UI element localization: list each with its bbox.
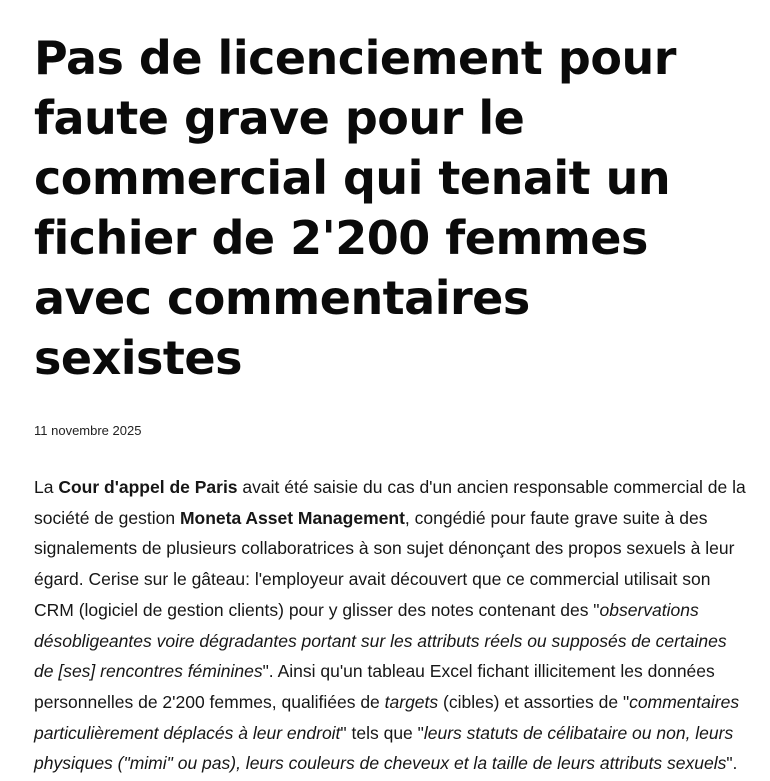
article-body bbox=[34, 472, 750, 779]
body-text-segment: (cibles) et assorties de " bbox=[438, 691, 630, 712]
company-name: Moneta Asset Management bbox=[179, 507, 405, 528]
body-text-segment: , congédié pour faute grave suite à des signalements de plusieurs collaboratrices à son sujet dénonçant des propos sexuels à leur égard. Cerise sur le gâteau: l'employeur avait découvert que ce commercial utilisait son CRM (logiciel de gestion clients) pour y glisser des notes contenant des " bbox=[34, 507, 735, 620]
body-text-segment: ". Ainsi qu'un tableau Excel fichant illicitement les données personnelles de 2'200 femmes, qualifiées de bbox=[34, 661, 715, 712]
quote-observations: observations désobligeantes voire dégradantes portant sur les attributs réels ou supposés de certaines de [ses] rencontres féminines bbox=[34, 599, 727, 682]
body-text-segment: ". bbox=[726, 753, 738, 774]
quote-commentaires: commentaires particulièrement déplacés à leur endroit bbox=[34, 691, 740, 743]
body-text-segment: " tels que " bbox=[340, 722, 424, 743]
quote-examples: leurs statuts de célibataire ou non, leurs physiques ("mimi" ou pas), leurs couleurs de cheveux et la taille de leurs attributs sexuels bbox=[34, 722, 734, 774]
article-title: Pas de licenciement pour faute grave pour le commercial qui tenait un fichier de 2'200 femmes avec commentaires sexistes bbox=[34, 31, 676, 385]
article-date: 11 novembre 2025 bbox=[34, 423, 142, 438]
court-name: Cour d'appel de Paris bbox=[58, 477, 238, 497]
body-paragraph bbox=[34, 472, 750, 779]
body-text-segment: avait été saisie du cas d'un ancien responsable commercial de la société de gestion bbox=[34, 477, 746, 528]
term-targets: targets bbox=[384, 691, 439, 712]
body-text-segment: La bbox=[34, 477, 59, 497]
